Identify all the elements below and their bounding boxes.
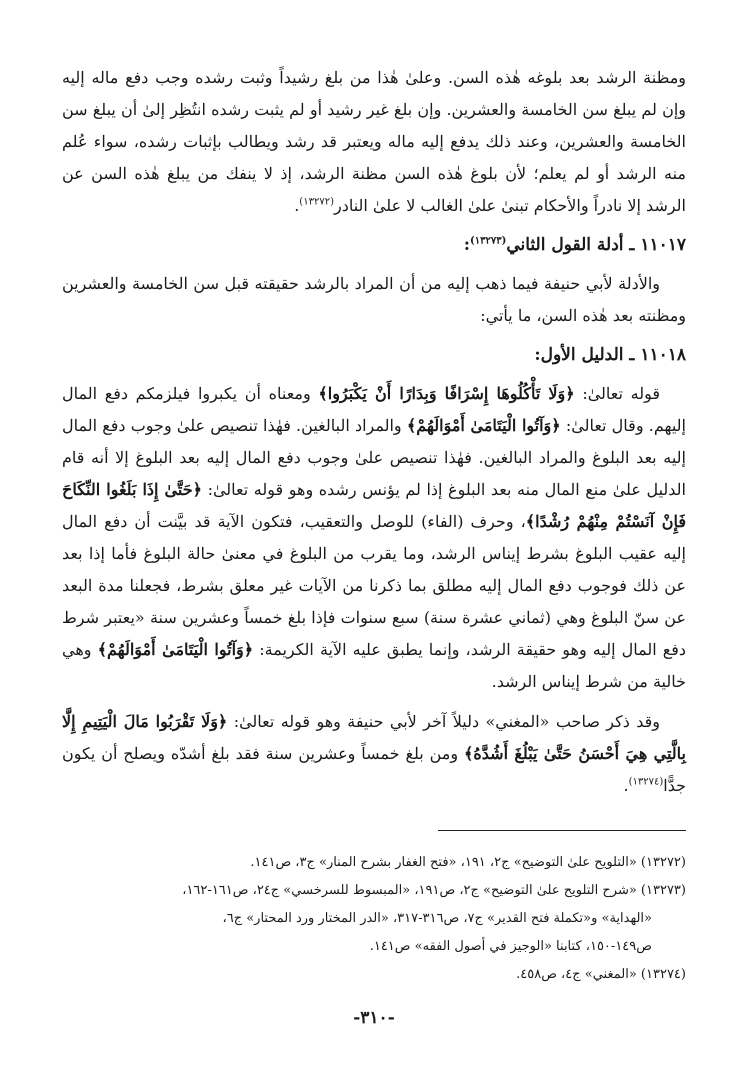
footnote-reference: (١٣٢٧٤) <box>628 776 664 788</box>
section-heading-first-evidence: ١١٠١٨ ـ الدليل الأول: <box>534 345 686 365</box>
section-heading-second-opinion-evidence <box>62 230 686 260</box>
heading-colon: : <box>463 235 471 255</box>
page-body <box>62 62 686 1045</box>
footnote: (١٣٢٧٢) «التلويح علىٰ التوضيح» ج٢، ١٩١، «فتح الغفار بشرح المنار» ج٣، ص١٤١. <box>250 855 686 870</box>
text-run: قوله تعالىٰ: <box>574 384 661 403</box>
page-number: -٣١٠- <box>353 1008 395 1028</box>
footnote-separator <box>438 830 686 831</box>
text-run: ، وحرف (الفاء) للوصل والتعقيب، فتكون الآية قد بيَّنت أن دفع المال إليه عقيب البلوغ بشرط إيناس الرشد، وما يقرب من البلوغ في معنىٰ حالة البلوغ فأما إذا بعد عن ذلك فوجوب دفع المال إليه مطلق بما ذكرنا من الآيات غير معلق بشرط، فجعلنا مدة البعد عن سنّ البلوغ وهي (ثماني عشرة سنة) سبع سنوات فإذا بلغ خمساً وعشرين سنة «يعتبر شرط دفع المال إليه وهو حقيقة الرشد، وإنما يطبق عليه الآية الكريمة: <box>62 512 687 659</box>
footnote: (١٣٢٧٤) «المغني» ج٤، ص٤٥٨. <box>516 967 686 982</box>
text-run: وهي خالية من شرط إيناس الرشد. <box>62 640 686 691</box>
paragraph-mughni-evidence <box>62 706 686 802</box>
text-run: . <box>623 776 629 795</box>
quran-verse: ﴿وَلَا تَقْرَبُوا مَالَ الْيَتِيمِ إِلَّا بِالَّتِي هِيَ أَحْسَنُ حَتَّىٰ يَبْلُغَ أَشُدَّهُ﴾ <box>62 712 687 763</box>
footnote-reference: (١٣٢٧٣) <box>470 235 507 247</box>
footnote-reference: (١٣٢٧٢) <box>299 196 334 208</box>
footnote-continuation: ص١٤٩-١٥٠، كتابنا «الوجيز في أصول الفقه» ص١٤١. <box>369 939 652 954</box>
text-run: ومن بلغ خمساً وعشرين سنة فقد بلغ أشدّه ويصلح أن يكون جدًّا <box>62 744 686 795</box>
quran-verse: ﴿وَآتُوا الْيَتَامَىٰ أَمْوَالَهُمْ﴾ <box>97 640 254 659</box>
paragraph-abu-hanifa-evidence: والأدلة لأبي حنيفة فيما ذهب إليه من أن المراد بالرشد حقيقته قبل سن الخامسة والعشرين ومظنته بعد هٰذه السن، ما يأتي: <box>62 274 686 325</box>
quran-verse: ﴿حَتَّىٰ إِذَا بَلَغُوا النِّكَاحَ فَإِنْ آنَسْتُمْ مِنْهُمْ رُشْدًا﴾ <box>62 480 686 531</box>
footnotes <box>62 849 686 989</box>
footnote-continuation: «الهداية» و«تكملة فتح القدير» ج٧، ص٣١٦-٣١٧، «الدر المختار ورد المحتار» ج٦، <box>222 911 652 926</box>
paragraph-text: ومظنة الرشد بعد بلوغه هٰذه السن. وعلىٰ هٰذا من بلغ رشيداً وثبت رشده وجب دفع ماله إليه وإن لم يبلغ سن الخامسة والعشرين. وإن بلغ غير رشيد أو لم يثبت رشده انتُظِر إلىٰ أن يبلغ سن الخامسة والعشرين، وعند ذلك يدفع إليه ماله ويعتبر قد رشد ويطالب بإثبات رشده، سواء عُلم منه الرشد أو لم يعلم؛ لأن بلوغ هٰذه السن مظنة الرشد، إذ لا ينفك من يبلغ هٰذه السن عن الرشد إلا نادراً والأحكام تبنىٰ علىٰ الغالب لا علىٰ النادر <box>62 68 686 215</box>
text-run: وقد ذكر صاحب «المغني» دليلاً آخر لأبي حنيفة وهو قوله تعالىٰ: <box>227 712 661 731</box>
quran-verse: ﴿وَلَا تَأْكُلُوهَا إِسْرَافًا وَبِدَارًا أَنْ يَكْبَرُوا﴾ <box>318 384 575 403</box>
paragraph-first-evidence <box>62 378 686 698</box>
quran-verse: ﴿وَآتُوا الْيَتَامَىٰ أَمْوَالَهُمْ﴾ <box>406 416 561 435</box>
text-run: والمراد البالغين. فهٰذا تنصيص علىٰ وجوب دفع المال إليه بعد البلوغ والمراد البالغين. فهٰذا تنصيص علىٰ وجوب دفع المال إليه بعد البلوغ إلا أنه قام الدليل علىٰ منع المال منه بعد البلوغ إذا لم يؤنس رشده وهو قوله تعالىٰ: <box>62 416 686 499</box>
text-run: ومعناه أن يكبروا فيلزمكم دفع المال إليهم. وقال تعالىٰ: <box>62 384 686 435</box>
footnote: (١٣٢٧٣) «شرح التلويح علىٰ التوضيح» ج٢، ص١٩١، «المبسوط للسرخسي» ج٢٤، ص١٦١-١٦٢، <box>182 883 686 898</box>
heading-text: ١١٠١٧ ـ أدلة القول الثاني <box>506 235 686 255</box>
paragraph-rushd-age: ومظنة الرشد بعد بلوغه هٰذه السن. وعلىٰ هٰذا من بلغ رشيداً وثبت رشده وجب دفع ماله إليه وإن لم يبلغ سن الخامسة والعشرين. وإن بلغ غير رشيد أو لم يثبت رشده انتُظِر إلىٰ أن يبلغ سن الخامسة والعشرين، وعند ذلك يدفع إليه ماله ويعتبر قد رشد ويطالب بإثبات رشده، سواء عُلم منه الرشد أو لم يعلم؛ لأن بلوغ هٰذه السن مظنة الرشد، إذ لا ينفك من يبلغ هٰذه السن عن الرشد إلا نادراً والأحكام تبنىٰ علىٰ الغالب لا علىٰ النادر$^{(١٣٢٧٢)}$. <box>62 68 686 215</box>
